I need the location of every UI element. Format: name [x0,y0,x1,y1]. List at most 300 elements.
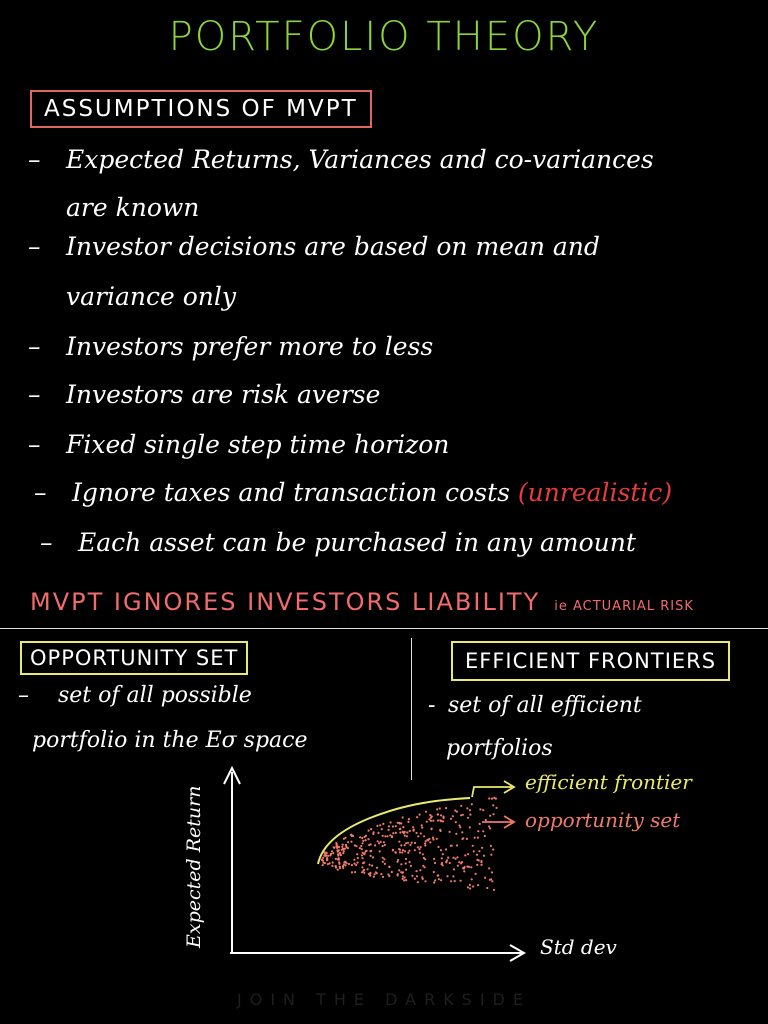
opportunity-dot [409,830,411,832]
opportunity-dot [458,861,460,863]
opportunity-dot [335,858,337,860]
opportunity-set-heading: OPPORTUNITY SET [20,641,248,675]
x-axis-label: Std dev [540,935,617,959]
opportunity-dot [382,876,384,878]
opportunity-dot [391,835,393,837]
opportunity-dot [363,853,365,855]
opportunity-dot [425,840,427,842]
opportunity-dot [378,842,380,844]
opportunity-dot [484,877,486,879]
opportunity-dot [456,811,458,813]
opportunity-dot [471,878,473,880]
opportunity-dot [361,857,363,859]
opportunity-dot [476,859,478,861]
opportunity-dot [476,864,478,866]
opportunity-dot [411,842,413,844]
opportunity-dot [467,817,469,819]
opportunity-dot [437,846,439,848]
opportunity-dot [472,885,474,887]
mvpt-ignores-text: MVPT IGNORES INVESTORS LIABILITY [30,588,541,616]
opportunity-dot [402,849,404,851]
opportunity-dot [338,849,340,851]
opportunity-dot [460,880,462,882]
opportunity-dot [422,853,424,855]
opportunity-dot [370,828,372,830]
opportunity-dot [413,829,415,831]
opportunity-dot [369,850,371,852]
opportunity-dot [417,846,419,848]
opportunity-dot [436,808,438,810]
opportunity-dot [452,875,454,877]
opportunity-dot [405,862,407,864]
opportunity-dot [438,878,440,880]
opportunity-dot [351,864,353,866]
bullet-dash: – [18,683,29,708]
opportunity-dot [405,858,407,860]
opportunity-dot [398,848,400,850]
bullet-dash: – [28,332,41,361]
opportunity-dot [476,854,478,856]
opportunity-dot [337,858,339,860]
opportunity-dot [461,861,463,863]
opportunity-dot [490,845,492,847]
opportunity-dot [400,844,402,846]
opportunity-dot [461,838,463,840]
opportunity-dot [489,879,491,881]
opportunity-dot [355,845,357,847]
opportunity-dot [414,849,416,851]
opportunity-dot [376,825,378,827]
opportunity-dot [384,863,386,865]
opportunity-dot [440,830,442,832]
opportunity-dot [424,842,426,844]
opportunity-dot [416,816,418,818]
opportunity-dot [449,862,451,864]
opportunity-dot [460,805,462,807]
opportunity-dot [422,865,424,867]
opportunity-dot [433,871,435,873]
opportunity-dot [415,832,417,834]
efficient-frontiers-heading: EFFICIENT FRONTIERS [451,641,730,681]
opportunity-dot [461,831,463,833]
assumption-text: Each asset can be purchased in any amount [78,528,636,557]
opportunity-dot [338,846,340,848]
opportunity-dot [363,861,365,863]
opportunity-dot [399,851,401,853]
opportunity-dot [344,864,346,866]
opportunity-dot [350,841,352,843]
opportunity-dot [374,844,376,846]
opportunity-dot [396,861,398,863]
opportunity-dot [440,879,442,881]
opportunity-dot [410,865,412,867]
opportunity-dot [373,876,375,878]
opportunity-dot [491,880,493,882]
opportunity-dot [420,832,422,834]
opportunity-dot [386,835,388,837]
opportunity-dot [426,839,428,841]
opportunity-dot [399,822,401,824]
opportunity-dot [479,808,481,810]
opportunity-dot [337,854,339,856]
opportunity-dot [425,811,427,813]
opportunity-dot [361,848,363,850]
opportunity-dot [372,856,374,858]
opportunity-dot [361,854,363,856]
opportunity-dot [322,857,324,859]
opportunity-dot [424,880,426,882]
opportunity-dot [394,851,396,853]
opportunity-dot [365,850,367,852]
opportunity-dot [337,869,339,871]
opportunity-dot [452,815,454,817]
opportunity-dot [464,854,466,856]
opportunity-dot [322,864,324,866]
opportunity-dot [403,879,405,881]
opportunity-dot [408,818,410,820]
opportunity-dot [422,878,424,880]
opportunity-dot [409,844,411,846]
opportunity-dot [474,837,476,839]
opportunity-dot [362,852,364,854]
opportunity-dot [365,835,367,837]
opportunity-dot [377,832,379,834]
opportunity-dot [433,858,435,860]
bullet-dash: - [428,693,436,718]
opportunity-dot [382,823,384,825]
watermark: JOIN THE DARKSIDE [237,990,531,1009]
opportunity-dot [372,833,374,835]
opportunity-dot [490,854,492,856]
opportunity-dot [365,839,367,841]
opportunity-dot [424,844,426,846]
opportunity-dot [363,872,365,874]
opportunity-dot [331,865,333,867]
opportunity-dot [426,821,428,823]
opportunity-dot [459,826,461,828]
opportunity-dot [433,881,435,883]
opportunity-dot [430,820,432,822]
opportunity-dot [479,823,481,825]
opportunity-dot [447,857,449,859]
opportunity-dot [356,862,358,864]
opportunity-dot [492,849,494,851]
opportunity-set-region [321,797,498,891]
opportunity-dot [371,865,373,867]
assumption-item-1-continued: are known [66,193,200,222]
opportunity-dot [332,861,334,863]
unrealistic-note: (unrealistic) [517,478,673,507]
bullet-dash: – [28,380,41,409]
opportunity-dot [355,864,357,866]
opportunity-dot [325,855,327,857]
opportunity-dot [406,831,408,833]
opportunity-dot [405,879,407,881]
opportunity-dot [469,814,471,816]
opportunity-dot [429,814,431,816]
opportunity-dot [469,809,471,811]
opportunity-dot [342,848,344,850]
opportunity-dot [481,847,483,849]
opportunity-dot [483,855,485,857]
opportunity-dot [354,871,356,873]
opportunity-dot [451,845,453,847]
opportunity-dot [455,858,457,860]
opportunity-dot [450,880,452,882]
opportunity-dot [388,825,390,827]
opportunity-dot [357,857,359,859]
opportunity-dot [405,869,407,871]
opportunity-dot [404,844,406,846]
opportunity-dot [442,816,444,818]
definition-text: set of all possible [58,683,252,708]
opportunity-dot [407,842,409,844]
assumption-item-2-continued: variance only [66,282,236,311]
opportunity-dot [374,873,376,875]
opportunity-dot [417,881,419,883]
assumption-text: Expected Returns, Variances and co-variances [66,145,654,174]
opportunity-dot [379,850,381,852]
opportunity-dot [488,797,490,799]
opportunity-dot [361,866,363,868]
opportunity-dot [463,867,465,869]
opportunity-dot [430,817,432,819]
opportunity-dot [482,809,484,811]
opportunity-dot [361,842,363,844]
opportunity-dot [419,852,421,854]
opportunity-dot [440,820,442,822]
opportunity-dot [398,841,400,843]
opportunity-dot [485,819,487,821]
opportunity-dot [480,861,482,863]
opportunity-dot [342,852,344,854]
opportunity-dot [404,850,406,852]
opportunity-dot [442,820,444,822]
opportunity-dot [470,866,472,868]
opportunity-dot [412,826,414,828]
opportunity-dot [495,807,497,809]
page-title: PORTFOLIO THEORY [168,14,600,60]
opportunity-dot [326,859,328,861]
opportunity-dot [434,879,436,881]
opportunity-dot [345,845,347,847]
opportunity-dot [471,803,473,805]
opportunity-dot [399,828,401,830]
opportunity-dot [401,851,403,853]
opportunity-dot [343,838,345,840]
opportunity-dot [350,834,352,836]
opportunity-dot [418,848,420,850]
actuarial-risk-aside: ie ACTUARIAL RISK [554,599,694,614]
bullet-dash: – [40,528,53,557]
opportunity-dot [367,868,369,870]
opportunity-dot [397,822,399,824]
opportunity-dot [392,832,394,834]
efficient-frontiers-definition-continued: portfolios [446,736,553,761]
opportunity-dot [361,837,363,839]
opportunity-dot [382,857,384,859]
opportunity-dot [402,816,404,818]
opportunity-dot [326,852,328,854]
opportunity-dot [402,871,404,873]
opportunity-dot [383,841,385,843]
opportunity-dot [423,835,425,837]
assumption-text: Investors are risk averse [66,380,381,409]
opportunity-dot [430,828,432,830]
opportunity-dot [353,863,355,865]
opportunity-dot [432,838,434,840]
opportunity-dot [436,838,438,840]
opportunity-dot [379,824,381,826]
opportunity-dot [489,827,491,829]
opportunity-dot [467,886,469,888]
opportunity-dot [360,845,362,847]
opportunity-dot [384,844,386,846]
opportunity-dot [402,875,404,877]
opportunity-dot [367,838,369,840]
opportunity-dot [382,835,384,837]
opportunity-dot [402,878,404,880]
opportunity-dot [466,838,468,840]
opportunity-dot [450,818,452,820]
opportunity-dot [488,825,490,827]
opportunity-dot [341,846,343,848]
opportunity-dot [484,835,486,837]
opportunity-dot [392,825,394,827]
opportunity-set-label: opportunity set [525,808,681,832]
opportunity-dot [446,875,448,877]
opportunity-dot [369,875,371,877]
opportunity-dot [348,863,350,865]
opportunity-dot [382,861,384,863]
assumption-text: Investor decisions are based on mean and [66,232,600,261]
opportunity-dot [388,829,390,831]
opportunity-dot [402,831,404,833]
opportunity-dot [417,835,419,837]
opportunity-dot [462,814,464,816]
opportunity-dot [428,838,430,840]
opportunity-dot [330,853,332,855]
opportunity-dot [488,867,490,869]
opportunity-dot [380,873,382,875]
bullet-dash: – [28,145,41,174]
opportunity-dot [346,862,348,864]
opportunity-dot [406,835,408,837]
opportunity-dot [491,798,493,800]
opportunity-dot [477,884,479,886]
opportunity-dot [347,841,349,843]
opportunity-dot [420,846,422,848]
opportunity-dot [338,863,340,865]
bullet-dash: – [28,430,41,459]
opportunity-dot [327,863,329,865]
opportunity-dot [421,824,423,826]
opportunity-dot [333,846,335,848]
opportunity-dot [423,857,425,859]
opportunity-dot [382,845,384,847]
opportunity-dot [369,864,371,866]
opportunity-dot [390,821,392,823]
opportunity-dot [400,863,402,865]
opportunity-dot [458,824,460,826]
y-axis-label: Expected Return [183,785,205,948]
opportunity-dot [405,842,407,844]
opportunity-dot [343,850,345,852]
opportunity-dot [356,853,358,855]
opportunity-dot [332,852,334,854]
opportunity-dot [359,836,361,838]
opportunity-dot [492,813,494,815]
opportunity-dot [376,867,378,869]
opportunity-dot [468,866,470,868]
opportunity-dot [322,860,324,862]
opportunity-dot [353,859,355,861]
opportunity-dot [489,815,491,817]
opportunity-dot [467,853,469,855]
assumption-text: Investors prefer more to less [66,332,434,361]
opportunity-dot [453,868,455,870]
opportunity-dot [477,837,479,839]
opportunity-dot [419,814,421,816]
opportunity-dot [466,807,468,809]
opportunity-dot [324,862,326,864]
efficient-frontier-label: efficient frontier [525,770,692,794]
opportunity-dot [441,857,443,859]
opportunity-dot [342,865,344,867]
opportunity-dot [342,844,344,846]
opportunity-dot [429,841,431,843]
opportunity-dot [469,884,471,886]
opportunity-dot [440,814,442,816]
opportunity-dot [370,843,372,845]
opportunity-dot [477,830,479,832]
opportunity-dot [362,870,364,872]
opportunity-dot [381,828,383,830]
opportunity-dot [331,850,333,852]
opportunity-dot [455,821,457,823]
opportunity-dot [445,807,447,809]
opportunity-dot [469,887,471,889]
opportunity-dot [472,845,474,847]
opportunity-dot [475,873,477,875]
opportunity-dot [370,855,372,857]
opportunity-dot [351,871,353,873]
opportunity-dot [445,848,447,850]
opportunity-dot [376,872,378,874]
opportunity-dot [440,849,442,851]
opportunity-dot [377,840,379,842]
opportunity-dot [421,827,423,829]
opportunity-dot [478,850,480,852]
opportunity-dot [388,866,390,868]
assumption-text: Ignore taxes and transaction costs [72,478,510,507]
opportunity-dot [395,825,397,827]
opportunity-dot [432,820,434,822]
opportunity-dot [449,831,451,833]
opportunity-dot [387,873,389,875]
opportunity-dot [391,871,393,873]
opportunity-dot [384,835,386,837]
opportunity-dot [492,804,494,806]
opportunity-dot [335,865,337,867]
opportunity-set-definition-continued: portfolio in the Eσ space [32,728,308,753]
opportunity-dot [434,862,436,864]
opportunity-dot [463,870,465,872]
opportunity-dot [416,875,418,877]
opportunity-dot [339,867,341,869]
opportunity-dot [456,856,458,858]
opportunity-dot [362,840,364,842]
